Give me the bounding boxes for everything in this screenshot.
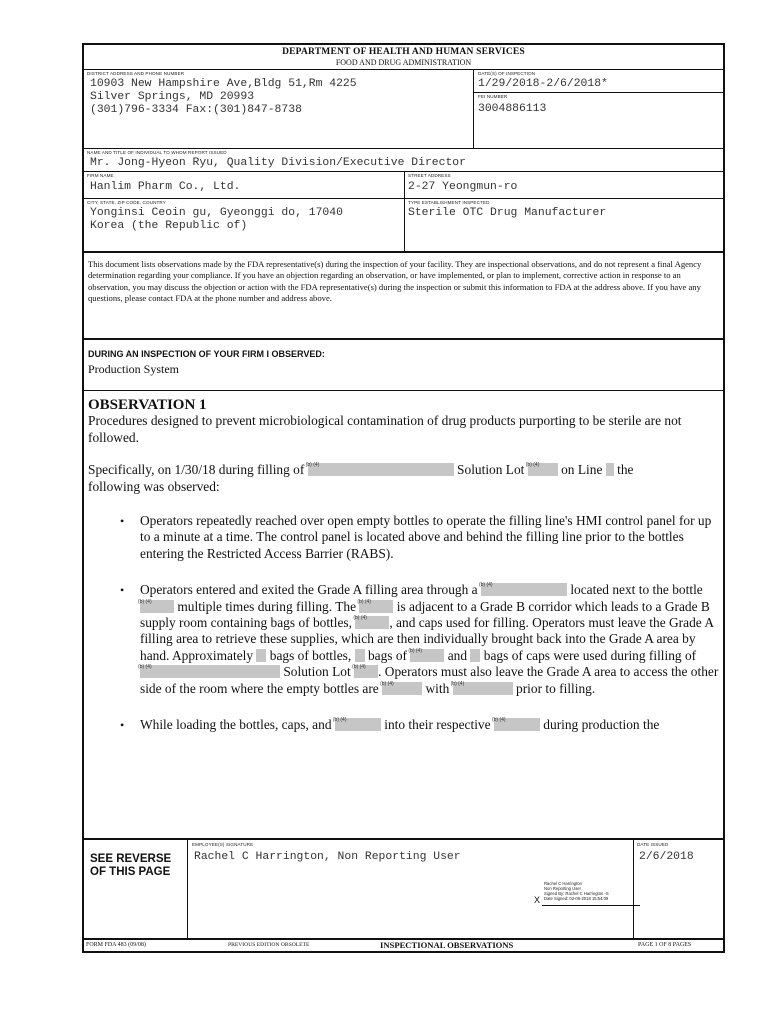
employee-label: EMPLOYEE(S) SIGNATURE	[192, 842, 254, 847]
city-line-2: Korea (the Republic of)	[90, 220, 248, 232]
disclaimer-notice: This document lists observations made by the FDA representative(s) during the inspection of your facility. They are inspectional observations, and do not represent a final Agency determination regarding your compliance. If you have an objection regarding an observation, or have implemented, or plan to implement, corrective action in response to an observation, you may discuss the objection or action with the FDA representative(s) during the inspection or submit this information to FDA at the address above. If you have any questions, please contact FDA at the phone number and address above.	[88, 259, 702, 304]
recipient-name: Mr. Jong-Hyeon Ryu, Quality Division/Executive Director	[90, 157, 466, 169]
observation-intro: Procedures designed to prevent microbiological contamination of drug products purporting to be sterile are not followed.	[88, 413, 682, 445]
establishment-label: TYPE ESTABLISHMENT INSPECTED	[408, 200, 490, 205]
redaction-box	[256, 649, 266, 662]
list-item: • Operators repeatedly reached over open empty bottles to operate the filling line's HMI control panel for up to a minute at a time. The control panel is located above and behind the filling line prior to the bottles entering the Restricted Access Barrier (RABS).	[120, 513, 712, 561]
redaction-box: (b) (4)	[528, 463, 558, 476]
inspection-dates: 1/29/2018-2/6/2018*	[478, 78, 608, 90]
recipient-label: NAME AND TITLE OF INDIVIDUAL TO WHOM REPORT ISSUED	[87, 150, 227, 155]
form-id: FORM FDA 483 (09/08)	[86, 942, 146, 948]
fei-label: FEI NUMBER	[478, 94, 508, 99]
fei-number: 3004886113	[478, 103, 547, 115]
redaction-box: (b) (4)	[355, 616, 389, 629]
list-item: • Operators entered and exited the Grade A filling area through a (b) (4) located next to the bottle (b) (4) multiple times during filling. The (b) (4) is adjacent to a Grade B corridor which leads to a Grade B supply room containing bags of bottles, (b) (4) , and caps used for filling. Operators must leave the Grade A filling area to retrieve these supplies, which are then individually brought back into the Grade A area by hand. Approximately bags of bottles, bags of (b) (4) and bags of caps were used during filling of (b) (4) Solution Lot (b) (4) . Operators must also leave the Grade A area to access the other side of the room where the empty bottles are (b) (4) with (b) (4) prior to filling.	[120, 582, 719, 696]
employee-name: Rachel C Harrington, Non Reporting User	[194, 851, 461, 863]
redaction-box: (b) (4)	[359, 600, 393, 613]
redaction-box: (b) (4)	[494, 718, 540, 731]
redaction-box: (b) (4)	[382, 682, 422, 695]
firm-label: FIRM NAME	[87, 173, 114, 178]
redaction-box: (b) (4)	[140, 600, 174, 613]
observation-body	[88, 397, 722, 734]
district-label: DISTRICT ADDRESS AND PHONE NUMBER	[87, 71, 185, 76]
firm-name: Hanlim Pharm Co., Ltd.	[90, 181, 241, 193]
city-label: CITY, STATE, ZIP CODE, COUNTRY	[87, 200, 166, 205]
district-line-3: (301)796-3334 Fax:(301)847-8738	[90, 104, 302, 116]
specifically-paragraph: Specifically, on 1/30/18 during filling of (b) (4) Solution Lot (b) (4) on Line the following was observed:	[88, 462, 634, 494]
observed-heading: DURING AN INSPECTION OF YOUR FIRM I OBSERVED:	[88, 349, 325, 359]
observation-title: OBSERVATION 1	[88, 397, 207, 413]
date-issued: 2/6/2018	[639, 851, 694, 863]
redaction-box: (b) (4)	[453, 682, 513, 695]
fda-483-form: DEPARTMENT OF HEALTH AND HUMAN SERVICES FOOD AND DRUG ADMINISTRATION DISTRICT ADDRESS AND PHONE NUMBER 10903 New Hampshire Ave,Bldg 51,Rm 4225 Silver Springs, MD 20993 (301)796-3334 Fax:(301)847-8738 DATE(S) OF INSPECTION 1/29/2018-2/6/2018* FEI NUMBER 3004886113 NAME AND TITLE OF INDIVIDUAL TO WHOM REPORT ISSUED Mr. Jong-Hyeon Ryu, Quality Division/Executive Director FIRM NAME Hanlim Pharm Co., Ltd. STREET ADDRESS 2-27 Yeongmun-ro CITY, STATE, ZIP CODE, COUNTRY Yonginsi Ceoin gu, Gyeonggi do, 17040 Korea (the Republic of) TYPE ESTABLISHMENT INSPECTED Sterile OTC Drug Manufacturer This document lists observations made by the FDA representative(s) during the inspection of your facility. They are inspectional observations, and do not represent a final Agency determination regarding your compliance. If you have an objection regarding an observation, or have implemented, or plan to implement, corrective action in response to an observation, you may discuss the objection or action with the FDA representative(s) during the inspection or submit this information to FDA at the address above. If you have any questions, please contact FDA at the phone number and address above. DURING AN INSPECTION OF YOUR FIRM I OBSERVED: Production System OBSERVATION 1 Procedures designed to prevent microbiological contamination of drug products purporting to be sterile are not followed. Specifically, on 1/30/18 during filling of (b) (4) Solution Lot (b) (4) on Line the following was observed: • Operators repeatedly reached over open empty bottles to operate the filling line's HMI control panel for up to a minute at a time. The control panel is located above and behind the filling line prior to the bottles entering the Restricted Access Barrier (RABS). • Operators entered and exited the Grade A filling area through a (b) (4) located next to the bottle (b) (4) multiple times during filling. The (b) (4) is adjacent to a Grade B corridor which leads to a Grade B supply room containing bags of bottles, (b) (4) , and caps used for filling. Operators must leave the Grade A filling area to retrieve these supplies, which are then individually brought back into the Grade A area by hand. Approximately bags of bottles, bags of (b) (4) and bags of caps were used during filling of (b) (4) Solution Lot (b) (4) . Operators must also leave the Grade A area to access the other side of the room where the empty bottles are (b) (4) with (b) (4) prior to filling. • While loading the bottles, caps, and (b) (4) into their respective (b) (4) during production the SEE REVERSE OF THIS PAGE EMPLOYEE(S) SIGNATURE Rachel C Harrington, Non Reporting User X Rachel C Harrington Non Reporting User Signed By: Rachel C Harrington -S Date Signed: 02-06-2018 15:54:09 DATE ISSUED 2/6/2018	[82, 43, 725, 953]
redaction-box	[470, 649, 480, 662]
redaction-box: (b) (4)	[410, 649, 444, 662]
obsolete-note: PREVIOUS EDITION OBSOLETE	[228, 942, 310, 948]
inspection-dates-label: DATE(S) OF INSPECTION	[478, 71, 536, 76]
city-line-1: Yonginsi Ceoin gu, Gyeonggi do, 17040	[90, 207, 343, 219]
street-label: STREET ADDRESS	[408, 173, 451, 178]
form-title: INSPECTIONAL OBSERVATIONS	[380, 940, 514, 950]
page-number: PAGE 1 OF 8 PAGES	[638, 942, 692, 948]
production-system: Production System	[88, 362, 180, 376]
redaction-box: (b) (4)	[481, 583, 567, 596]
list-item: • While loading the bottles, caps, and (b) (4) into their respective (b) (4) during production the	[120, 717, 660, 733]
redaction-box: (b) (4)	[354, 665, 378, 678]
see-reverse: SEE REVERSE OF THIS PAGE	[90, 853, 172, 878]
redaction-box: (b) (4)	[140, 665, 280, 678]
agency-title: FOOD AND DRUG ADMINISTRATION	[335, 58, 472, 67]
date-issued-label: DATE ISSUED	[637, 842, 669, 847]
street-address: 2-27 Yeongmun-ro	[408, 181, 518, 193]
redaction-box: (b) (4)	[335, 718, 381, 731]
department-title: DEPARTMENT OF HEALTH AND HUMAN SERVICES	[282, 47, 525, 57]
bullet-1-text: Operators repeatedly reached over open empty bottles to operate the filling line's HMI control panel for up to a minute at a time. The control panel is located above and behind the filling line prior to the bottles entering the Restricted Access Barrier (RABS).	[140, 513, 712, 561]
district-line-1: 10903 New Hampshire Ave,Bldg 51,Rm 4225	[90, 78, 357, 90]
district-line-2: Silver Springs, MD 20993	[90, 91, 255, 103]
establishment-type: Sterile OTC Drug Manufacturer	[408, 207, 607, 219]
redaction-box	[606, 463, 614, 476]
redaction-box: (b) (4)	[308, 463, 454, 476]
